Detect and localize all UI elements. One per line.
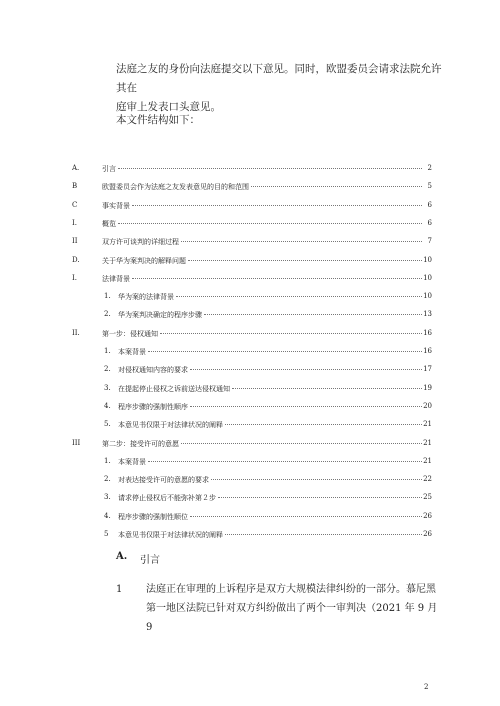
- toc-entry-label: D.: [72, 255, 80, 264]
- toc-entry-label: III: [72, 438, 81, 447]
- toc-entry-label: I.: [72, 273, 77, 282]
- toc-entry-title: 本意见书仅限于对法律状况的阐释: [118, 531, 223, 539]
- paragraph-line-1: 法庭正在审理的上诉程序是双方大规模法律纠纷的一部分。慕尼黑: [146, 584, 436, 595]
- toc-entry-label: II.: [72, 328, 80, 337]
- toc-entry-title: 第二步：接受许可的意愿: [102, 439, 179, 448]
- toc-entry[interactable]: [72, 402, 432, 414]
- toc-entry-page: 17: [423, 365, 432, 374]
- toc-entry[interactable]: [72, 219, 432, 231]
- toc-entry-label: C: [72, 200, 78, 209]
- toc-entry-page: 6: [427, 218, 432, 227]
- toc-entry-page: 5: [427, 182, 432, 191]
- toc-entry-label: 2.: [104, 475, 111, 484]
- toc-entry-label: 2.: [104, 365, 111, 374]
- toc-entry-page: 13: [423, 310, 432, 319]
- toc-entry[interactable]: [72, 182, 432, 194]
- toc-entry-label: II: [72, 237, 78, 246]
- toc-entry-title: 请求停止侵权后不能弥补第２步: [118, 494, 216, 503]
- toc-entry-title: 本案背景: [118, 348, 146, 356]
- toc-entry-page: 26: [423, 511, 432, 520]
- toc-entry[interactable]: [72, 365, 432, 377]
- toc-entry-title: 在提起停止侵权之诉前送达侵权通知: [118, 384, 230, 393]
- toc-entry[interactable]: [72, 164, 432, 176]
- toc-dot-leader: [190, 406, 422, 407]
- toc-dot-leader: [160, 333, 422, 334]
- toc-dot-leader: [225, 424, 422, 425]
- toc-dot-leader: [148, 351, 422, 352]
- toc-entry-page: 6: [427, 200, 432, 209]
- toc-entry-page: 7: [427, 237, 432, 246]
- toc-entry-title: 华为案判决确定的程序步骤: [118, 311, 202, 320]
- toc-entry-page: 16: [423, 347, 432, 355]
- toc-entry-page: 21: [423, 438, 432, 447]
- toc-dot-leader: [181, 241, 422, 242]
- structure-heading: 本文件结构如下：: [116, 114, 200, 126]
- toc-entry-label: 1.: [104, 347, 111, 355]
- toc-entry-label: 5: [104, 530, 109, 538]
- toc-entry[interactable]: [72, 292, 432, 304]
- toc-entry-page: 22: [423, 475, 432, 484]
- toc-dot-leader: [204, 314, 422, 315]
- toc-dot-leader: [190, 516, 422, 517]
- toc-entry-label: 1.: [104, 292, 111, 301]
- toc-entry[interactable]: [72, 201, 432, 213]
- toc-entry-page: 21: [423, 420, 432, 429]
- toc-dot-leader: [118, 223, 422, 224]
- toc-dot-leader: [225, 534, 422, 535]
- toc-entry-label: 3.: [104, 493, 111, 502]
- paragraph-number: 1: [116, 584, 123, 595]
- toc-entry-title: 程序步骤的强制性顺序: [118, 402, 188, 411]
- toc-entry-title: 关于华为案判决的解释问题: [102, 256, 186, 265]
- toc-entry-title: 程序步骤的强制性顺位: [118, 512, 188, 521]
- toc-entry[interactable]: [72, 256, 432, 268]
- toc-dot-leader: [148, 461, 422, 462]
- toc-entry-title: 华为案的法律背景: [118, 293, 174, 302]
- toc-entry-label: 1.: [104, 456, 111, 465]
- toc-entry[interactable]: [72, 274, 432, 286]
- toc-dot-leader: [211, 479, 422, 480]
- toc-entry-page: 21: [423, 456, 432, 465]
- page-number: 2: [424, 683, 429, 691]
- toc-entry-page: 2: [427, 164, 432, 172]
- toc-dot-leader: [232, 388, 422, 389]
- toc-dot-leader: [132, 278, 422, 279]
- toc-entry-page: 25: [423, 493, 432, 502]
- toc-entry-label: 5.: [104, 420, 111, 429]
- toc-entry-page: 10: [423, 273, 432, 282]
- toc-entry-page: 19: [423, 383, 432, 392]
- toc-entry-title: 双方许可谈判的详细过程: [102, 238, 179, 247]
- toc-entry-title: 欧盟委员会作为法庭之友发表意见的目的和范围: [102, 183, 249, 192]
- toc-dot-leader: [176, 296, 422, 297]
- section-a-label: A.: [116, 551, 128, 562]
- toc-entry-title: 本意见书仅限于对法律状况的阐释: [118, 421, 223, 430]
- toc-entry[interactable]: [72, 310, 432, 322]
- toc-entry-title: 法律背景: [102, 274, 130, 283]
- toc-entry-title: 第一步：侵权通知: [102, 329, 158, 338]
- paragraph-line-2: 第一地区法院已针对双方纠纷做出了两个一审判决（2021 年 9 月 9: [146, 603, 438, 633]
- toc-dot-leader: [218, 497, 422, 498]
- toc-entry-label: I.: [72, 218, 77, 227]
- toc-entry[interactable]: [72, 493, 432, 505]
- toc-entry-title: 本案背景: [118, 457, 146, 466]
- toc-entry[interactable]: [72, 384, 432, 396]
- toc-entry-title: 对侵权通知内容的要求: [118, 366, 188, 375]
- toc-dot-leader: [118, 168, 422, 169]
- intro-paragraph: [116, 60, 446, 117]
- toc-entry[interactable]: [72, 347, 432, 359]
- toc-entry-title: 事实背景: [102, 201, 130, 210]
- toc-dot-leader: [181, 443, 422, 444]
- toc-entry[interactable]: [72, 420, 432, 432]
- toc-dot-leader: [132, 205, 422, 206]
- toc-entry-page: 10: [423, 292, 432, 301]
- toc-entry-label: 4.: [104, 401, 111, 410]
- toc-entry-label: A.: [72, 164, 80, 172]
- toc-entry-label: B: [72, 182, 78, 191]
- intro-line-1: 法庭之友的身份向法庭提交以下意见。同时，欧盟委员会请求法院允许其在: [116, 63, 442, 94]
- toc-entry-page: 16: [423, 328, 432, 337]
- toc-entry-label: 3.: [104, 383, 111, 392]
- toc-dot-leader: [188, 260, 422, 261]
- toc-entry[interactable]: [72, 329, 432, 341]
- intro-line-2: 庭审上发表口头意见。: [116, 101, 221, 113]
- toc-entry-page: 10: [423, 255, 432, 264]
- toc-entry-label: 4.: [104, 511, 111, 520]
- toc-entry[interactable]: [72, 512, 432, 524]
- toc-entry-title: 对表达接受许可的意愿的要求: [118, 476, 209, 485]
- toc-entry[interactable]: [72, 457, 432, 469]
- toc-entry[interactable]: [72, 439, 432, 451]
- toc-entry[interactable]: [72, 475, 432, 487]
- toc-entry-title: 概览: [102, 219, 116, 228]
- toc-entry[interactable]: [72, 530, 432, 542]
- section-a-title: 引言: [140, 555, 160, 566]
- toc-entry-label: 2.: [104, 310, 111, 319]
- toc-entry-page: 26: [423, 530, 432, 538]
- toc-entry-page: 20: [423, 401, 432, 410]
- toc-dot-leader: [251, 186, 422, 187]
- toc-dot-leader: [190, 369, 422, 370]
- toc-entry[interactable]: [72, 237, 432, 249]
- toc-entry-title: 引言: [102, 165, 116, 173]
